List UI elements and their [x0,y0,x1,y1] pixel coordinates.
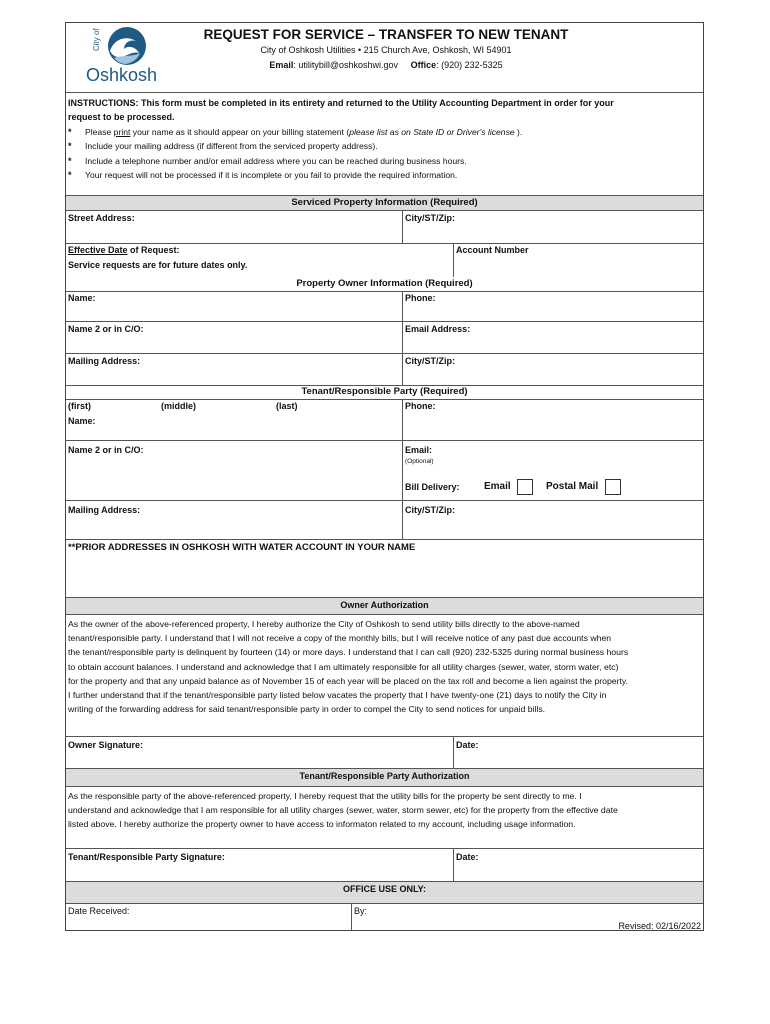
owner-auth-line-5: for the property and that any unpaid balance as of November 15 of each year will be placed on the tax roll and become a lien against the property. [68,675,629,686]
tenant-last-label: (last) [276,401,298,411]
instruction-2: Include your mailing address (if different from the serviced property address). [85,141,378,151]
bullet-2: * [68,141,72,151]
instruction-1-post: ). [517,127,523,137]
instruction-1-mid: your name as it should appear on your billing statement ( [130,127,350,137]
tenant-mailing-label: Mailing Address: [68,505,141,515]
owner-phone-label: Phone: [405,293,436,303]
bill-delivery-postal: Postal Mail [546,481,599,492]
by-label: By: [354,906,368,916]
request-form [65,22,704,931]
owner-date-label: Date: [456,740,479,750]
owner-signature-label: Owner Signature: [68,740,144,750]
owner-auth-line-6: I further understand that if the tenant/responsible party listed below vacates the property that I have twenty-one (21) days to notify the City in [68,690,607,701]
bill-delivery-email: Email [484,481,511,492]
tenant-email-label: Email: [405,445,433,455]
instruction-1-italic: please list as on State ID or Driver's license [349,127,518,137]
bullet-3: * [68,156,72,166]
tenant-phone-label: Phone: [405,401,436,411]
city-logo [82,25,164,89]
bill-email-checkbox[interactable] [517,479,533,495]
tenant-auth-heading: Tenant/Responsible Party Authorization [299,771,470,781]
account-number-label: Account Number [456,245,529,255]
bullet-1: * [68,127,72,137]
bill-postal-checkbox[interactable] [605,479,621,495]
tenant-heading: Tenant/Responsible Party (Required) [301,386,468,397]
prior-addresses-heading: **PRIOR ADDRESSES IN OSHKOSH WITH WATER ACCOUNT IN YOUR NAME [68,542,416,553]
owner-auth-heading: Owner Authorization [340,600,429,610]
instructions-heading-2: request to be processed. [68,112,175,122]
form-title: REQUEST FOR SERVICE – TRANSFER TO NEW TENANT [203,27,569,42]
instruction-1-pre: Please [85,127,114,137]
date-received-label: Date Received: [68,906,130,916]
effective-date-underline: Effective Date [68,245,128,255]
effective-date-label [68,245,180,255]
owner-mailing-label: Mailing Address: [68,356,141,366]
owner-name2-label: Name 2 or in C/O: [68,324,144,334]
office-value: : (920) 232-5325 [436,60,503,70]
instructions-heading-1: INSTRUCTIONS: This form must be completed in its entirety and returned to the Utility Accounting Department in order for your [68,98,614,108]
owner-heading: Property Owner Information (Required) [296,278,473,289]
bullet-4: * [68,170,72,180]
owner-city-label: City/ST/Zip: [405,356,455,366]
instruction-3: Include a telephone number and/or email address where you can be reached during business hours. [85,156,467,166]
serviced-city-label: City/ST/Zip: [405,213,455,223]
tenant-first-label: (first) [68,401,91,411]
email-value: : utilitybill@oshkoshwi.gov [293,60,399,70]
logo-name: Oshkosh [86,65,158,85]
tenant-signature-label: Tenant/Responsible Party Signature: [68,852,225,862]
effective-date-rest: of Request: [127,245,180,255]
contact-line [166,60,606,70]
owner-auth-line-4: to obtain account balances. I understand and acknowledge that I am ultimately responsible for all utility charges (sewer, water, storm water, etc) [68,661,619,672]
owner-name-label: Name: [68,293,96,303]
tenant-auth-line-3: listed above. I hereby authorize the property owner to have access to informaton related to my account, including usage information. [68,819,576,830]
tenant-middle-label: (middle) [161,401,196,411]
instruction-4: Your request will not be processed if it is incomplete or you fail to provide the required information. [85,170,458,180]
tenant-auth-line-1: As the responsible party of the above-referenced property, I hereby request that the utility bills for the property be sent directly to me. I [68,791,582,801]
tenant-date-label: Date: [456,852,479,862]
serviced-heading: Serviced Property Information (Required) [291,197,478,208]
office-heading: OFFICE USE ONLY: [342,884,426,894]
address-line: City of Oshkosh Utilities • 215 Church Ave, Oshkosh, WI 54901 [260,45,512,55]
office-label: Office [410,60,437,70]
bill-delivery-label: Bill Delivery: [405,482,460,492]
owner-auth-line-7: writing of the forwarding address for said tenant/responsible party in order to compel the City to send notices for unpaid bills. [68,704,546,715]
serviced-street-label: Street Address: [68,213,135,223]
future-note: Service requests are for future dates only. [68,260,248,270]
owner-auth-line-1: As the owner of the above-referenced property, I hereby authorize the City of Oshkosh to send utility bills directly to the above-named [68,619,580,629]
logo-city-of: City of [92,28,101,51]
tenant-name-label: Name: [68,416,96,426]
instruction-1 [85,127,522,137]
tenant-auth-text [68,789,701,832]
tenant-auth-line-2: understand and acknowledge that I am responsible for all utility charges (sewer, water, storm sewer, etc) for the property from the effective date [68,805,618,816]
instruction-1-underline: print [113,127,131,137]
tenant-email-optional: (Optional) [405,458,434,465]
revised-date: Revised: 02/16/2022 [618,921,701,931]
owner-auth-line-3: the tenant/responsible party is delinquent by fourteen (14) or more days. I understand that I can call (920) 232-5325 during normal business hours [68,647,629,658]
email-label: Email [269,60,294,70]
tenant-city-label: City/ST/Zip: [405,505,455,515]
owner-auth-text [68,617,701,716]
tenant-name2-label: Name 2 or in C/O: [68,445,144,455]
owner-email-label: Email Address: [405,324,471,334]
owner-auth-line-2: tenant/responsible party. I understand that I will not receive a copy of the monthly bills, but I will receive notice of any past due accounts when [68,633,612,644]
